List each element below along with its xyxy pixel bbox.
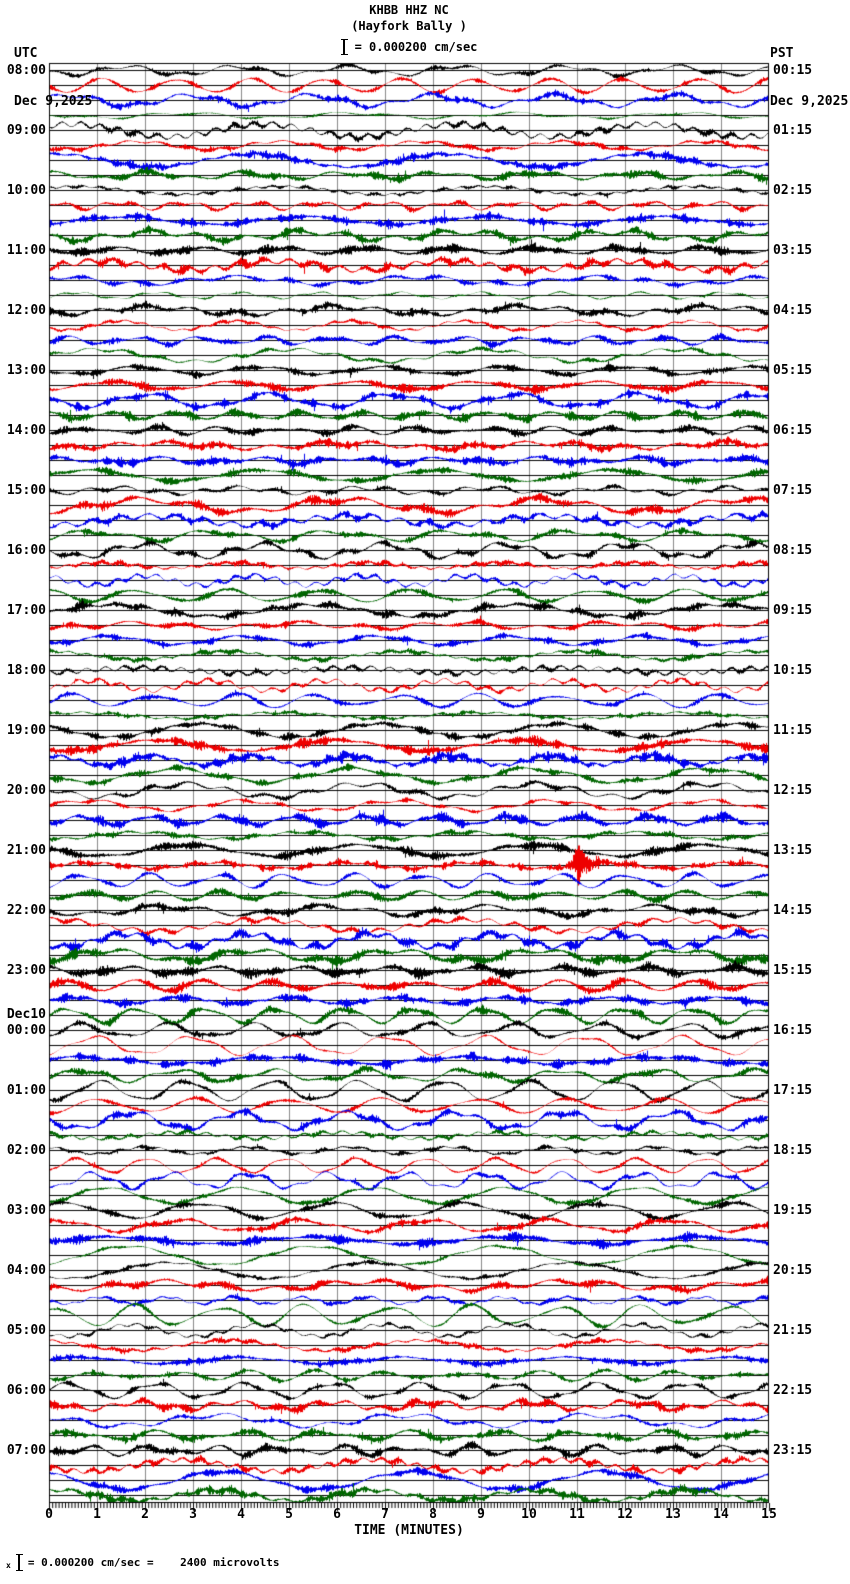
x-tick-label: 15 <box>761 1507 777 1522</box>
row-label-pst: 23:15 <box>773 1442 813 1458</box>
row-label-pst: 01:15 <box>773 122 813 138</box>
x-tick-label: 8 <box>429 1507 437 1522</box>
row-label-pst: 21:15 <box>773 1322 813 1338</box>
date-label: Dec10 <box>6 1006 46 1022</box>
pst-date: Dec 9,2025 <box>770 94 849 109</box>
x-tick-label: 6 <box>333 1507 341 1522</box>
row-label-pst: 05:15 <box>773 362 813 378</box>
row-label-utc: 23:00 <box>6 962 46 978</box>
x-tick-label: 2 <box>141 1507 149 1522</box>
x-axis-title: TIME (MINUTES) <box>354 1523 464 1538</box>
x-tick-label: 5 <box>285 1507 293 1522</box>
row-label-pst: 13:15 <box>773 842 813 858</box>
x-tick-label: 0 <box>45 1507 53 1522</box>
row-label-utc: 12:00 <box>6 302 46 318</box>
row-label-utc: 00:00 <box>6 1022 46 1038</box>
row-label-pst: 18:15 <box>773 1142 813 1158</box>
bottom-scale-note <box>6 1554 280 1571</box>
x-tick-label: 7 <box>381 1507 389 1522</box>
row-label-utc: 13:00 <box>6 362 46 378</box>
row-label-pst: 08:15 <box>773 542 813 558</box>
x-tick-label: 9 <box>477 1507 485 1522</box>
row-label-utc: 19:00 <box>6 722 46 738</box>
scale-label: = 0.000200 cm/sec <box>354 40 478 54</box>
station-subtitle: (Hayfork Bally ) <box>351 19 467 33</box>
row-label-pst: 06:15 <box>773 422 813 438</box>
x-tick-label: 3 <box>189 1507 197 1522</box>
x-tick-label: 12 <box>617 1507 633 1522</box>
row-label-pst: 11:15 <box>773 722 813 738</box>
x-tick-label: 4 <box>237 1507 245 1522</box>
x-tick-label: 11 <box>569 1507 585 1522</box>
row-label-pst: 02:15 <box>773 182 813 198</box>
utc-label: UTC <box>14 46 38 61</box>
row-label-utc: 01:00 <box>6 1082 46 1098</box>
row-label-utc: 14:00 <box>6 422 46 438</box>
row-label-utc: 05:00 <box>6 1322 46 1338</box>
row-label-pst: 14:15 <box>773 902 813 918</box>
row-label-pst: 12:15 <box>773 782 813 798</box>
scale-bar-icon <box>341 39 348 55</box>
scale-note-text: = 0.000200 cm/sec = 2400 microvolts <box>27 1556 280 1569</box>
row-label-pst: 07:15 <box>773 482 813 498</box>
row-label-utc: 15:00 <box>6 482 46 498</box>
row-label-pst: 10:15 <box>773 662 813 678</box>
station-title: KHBB HHZ NC <box>369 3 449 17</box>
row-label-utc: 07:00 <box>6 1442 46 1458</box>
pst-label: PST <box>770 46 794 61</box>
x-tick-label: 1 <box>93 1507 101 1522</box>
row-label-utc: 11:00 <box>6 242 46 258</box>
row-label-pst: 19:15 <box>773 1202 813 1218</box>
station-titles <box>49 2 769 34</box>
row-label-utc: 09:00 <box>6 122 46 138</box>
row-label-utc: 18:00 <box>6 662 46 678</box>
row-label-utc: 20:00 <box>6 782 46 798</box>
scale-bar-icon <box>16 1554 23 1571</box>
row-label-utc: 16:00 <box>6 542 46 558</box>
row-label-pst: 20:15 <box>773 1262 813 1278</box>
utc-date: Dec 9,2025 <box>14 94 93 109</box>
x-tick-label: 13 <box>665 1507 681 1522</box>
row-label-utc: 03:00 <box>6 1202 46 1218</box>
row-label-pst: 09:15 <box>773 602 813 618</box>
row-label-utc: 10:00 <box>6 182 46 198</box>
row-label-pst: 00:15 <box>773 62 813 78</box>
row-label-utc: 21:00 <box>6 842 46 858</box>
x-tick-label: 14 <box>713 1507 729 1522</box>
row-label-utc: 06:00 <box>6 1382 46 1398</box>
row-label-pst: 03:15 <box>773 242 813 258</box>
row-label-pst: 15:15 <box>773 962 813 978</box>
row-label-utc: 04:00 <box>6 1262 46 1278</box>
amplitude-scale <box>49 39 769 55</box>
scale-note-prefix: x <box>6 1561 11 1570</box>
row-label-pst: 16:15 <box>773 1022 813 1038</box>
row-label-utc: 22:00 <box>6 902 46 918</box>
row-label-utc: 02:00 <box>6 1142 46 1158</box>
x-tick-label: 10 <box>521 1507 537 1522</box>
row-label-pst: 04:15 <box>773 302 813 318</box>
row-label-utc: 08:00 <box>6 62 46 78</box>
row-label-utc: 17:00 <box>6 602 46 618</box>
row-label-pst: 17:15 <box>773 1082 813 1098</box>
row-label-pst: 22:15 <box>773 1382 813 1398</box>
